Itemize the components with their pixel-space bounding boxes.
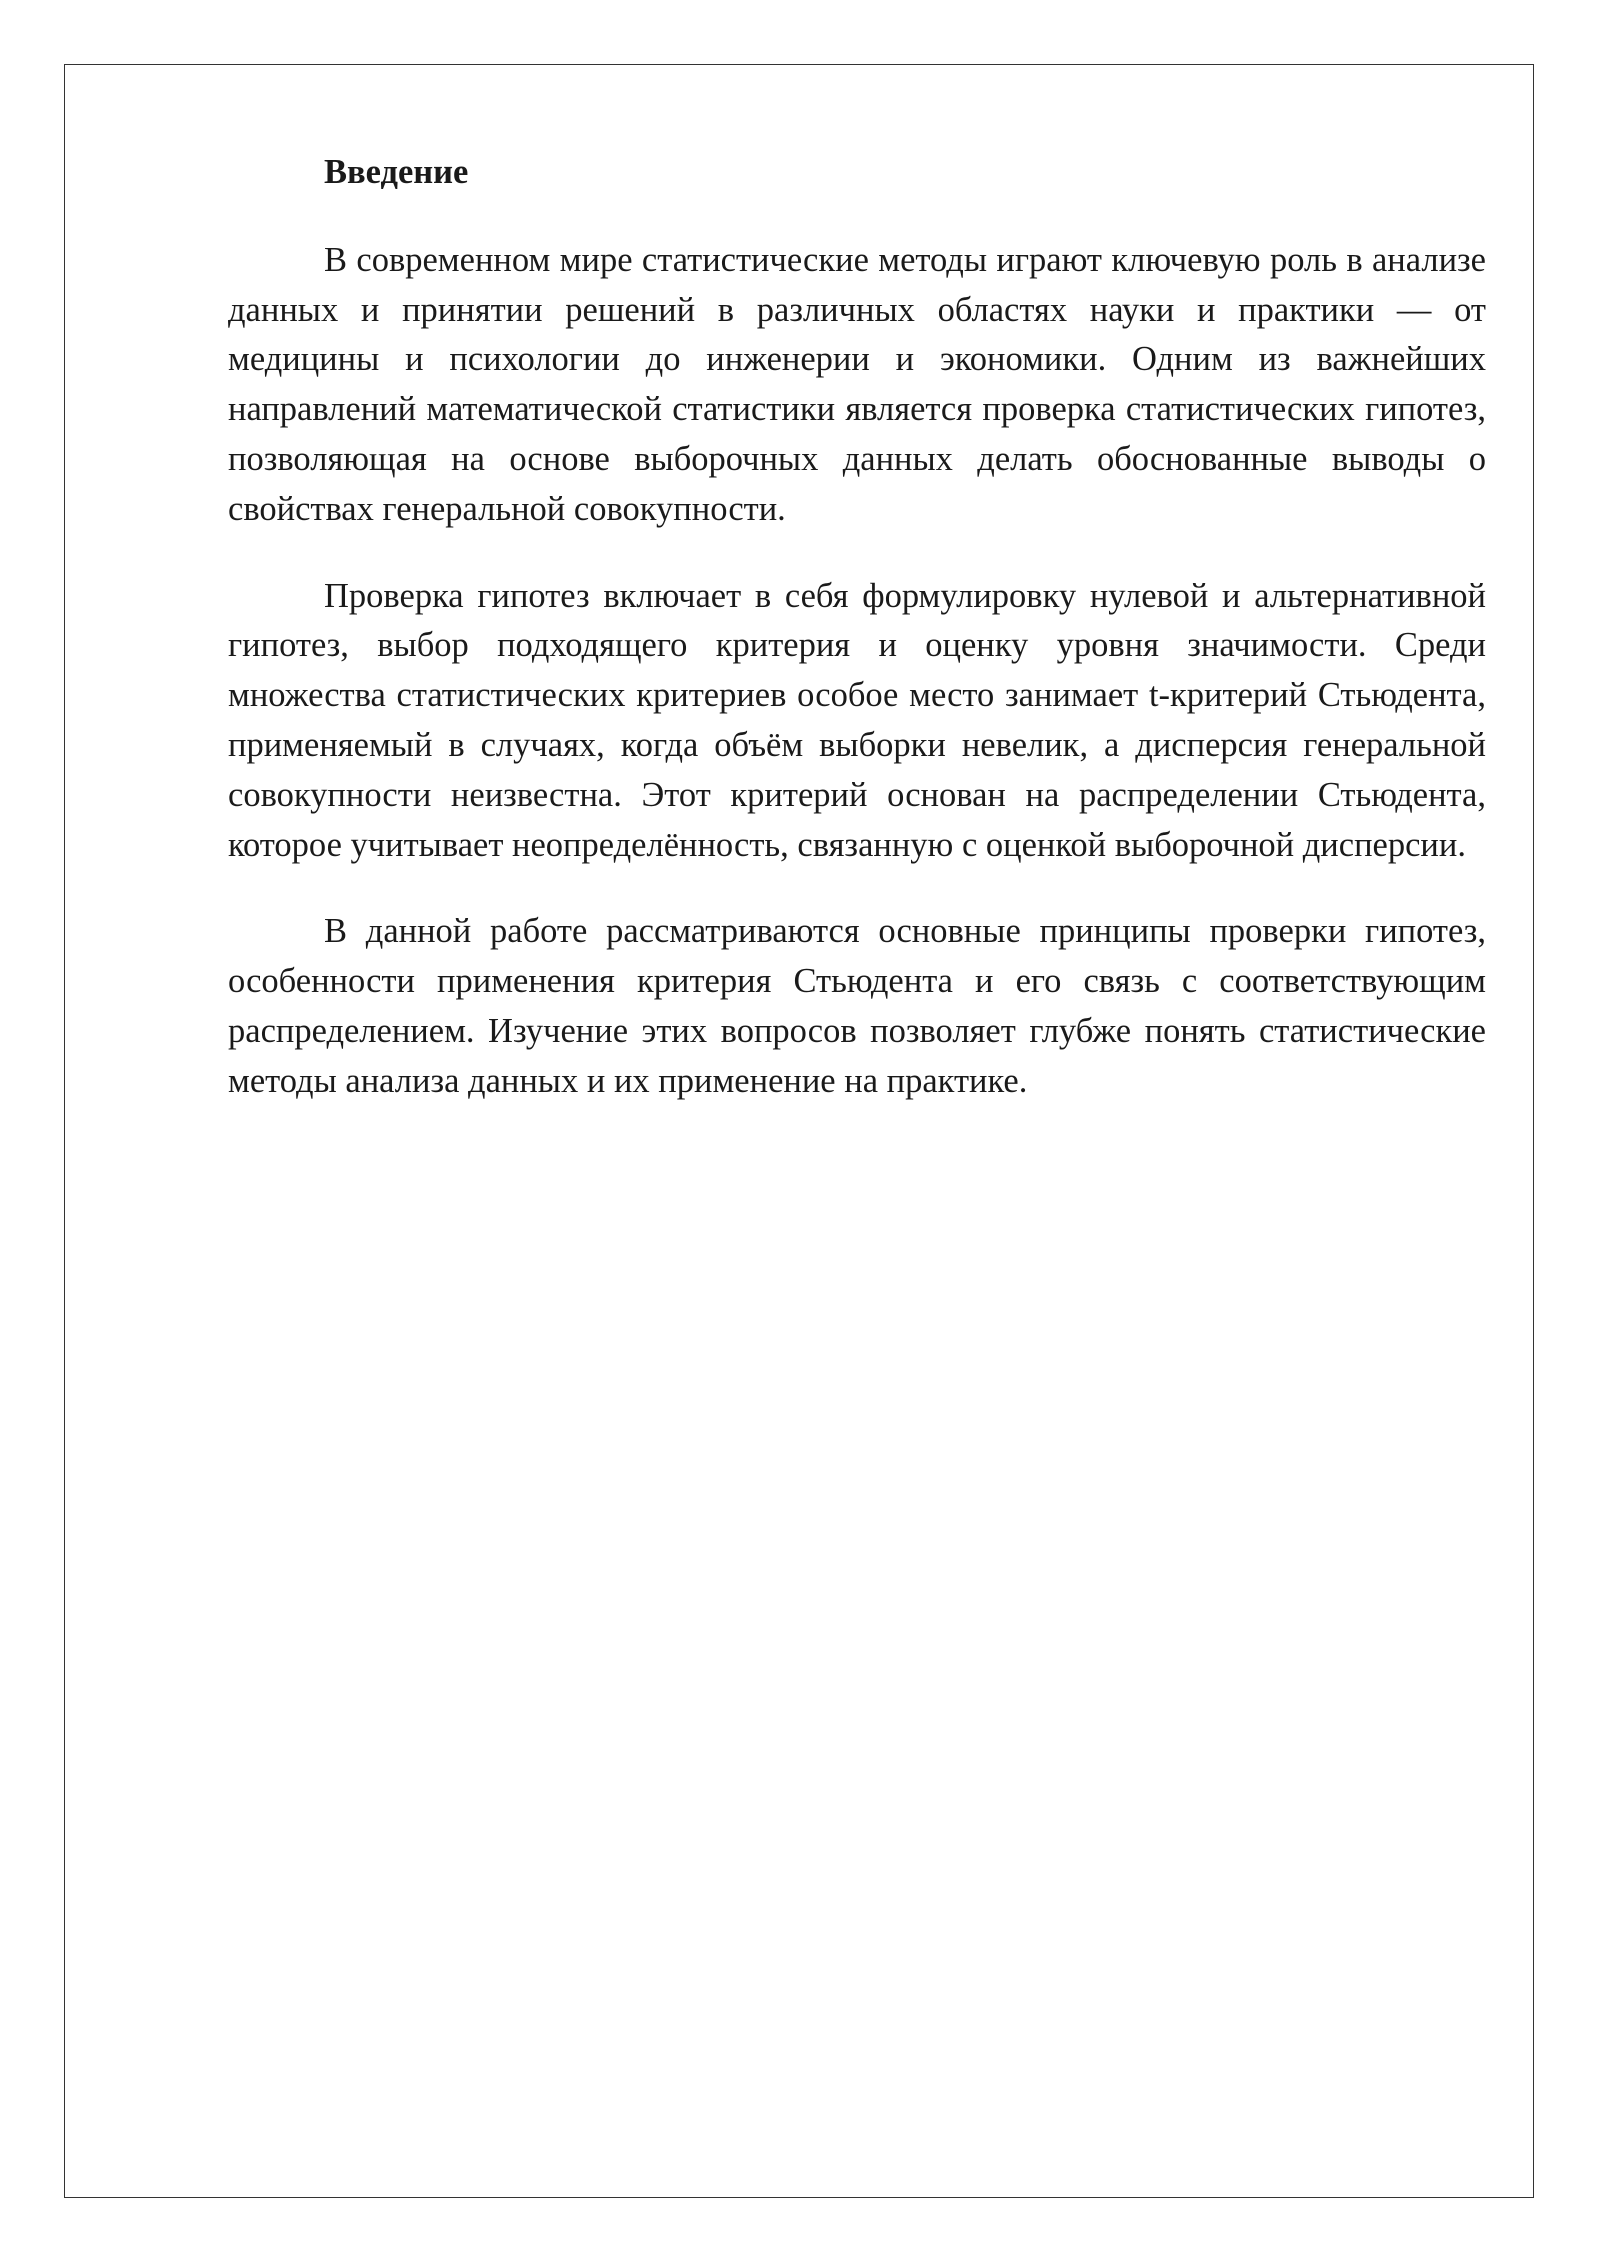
document-body	[228, 148, 1486, 1144]
section-heading: Введение	[324, 153, 469, 191]
paragraph-3: В данной работе рассматриваются основные принципы проверки гипотез, особенности применения критерия Стьюдента и его связь с соответствующим распределением. Изучение этих вопросов позволяет глубже понять статистические методы анализа данных и их применение на практике.	[228, 912, 1486, 1100]
paragraph-2: Проверка гипотез включает в себя формулировку нулевой и альтернативной гипотез, выбор подходящего критерия и оценку уровня значимости. Среди множества статистических критериев особое место занимает t-критерий Стьюдента, применяемый в случаях, когда объём выборки невелик, а дисперсия генеральной совокупности неизвестна. Этот критерий основан на распределении Стьюдента, которое учитывает неопределённость, связанную с оценкой выборочной дисперсии.	[228, 576, 1486, 864]
paragraph-1: В современном мире статистические методы играют ключевую роль в анализе данных и принятии решений в различных областях науки и практики — от медицины и психологии до инженерии и экономики. Одним из важнейших направлений математической статистики является проверка статистических гипотез, позволяющая на основе выборочных данных делать обоснованные выводы о свойствах генеральной совокупности.	[228, 240, 1486, 528]
